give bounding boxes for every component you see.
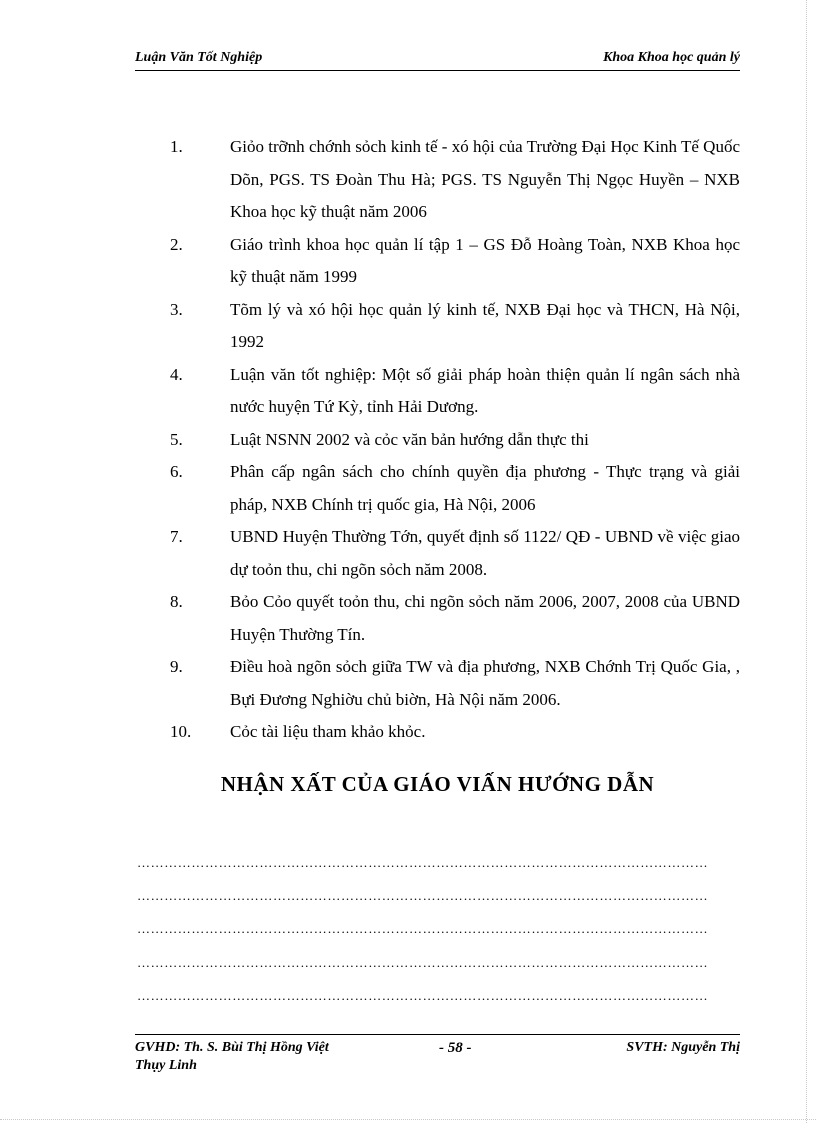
reference-text: Tõm lý và xó hội học quản lý kinh tế, NXB Đại học và THCN, Hà Nội, 1992 bbox=[230, 299, 740, 351]
reference-text: Bỏo Cỏo quyết toỏn thu, chi ngõn sỏch năm 2006, 2007, 2008 của UBND Huyện Thường Tín. bbox=[230, 592, 740, 644]
reference-text: UBND Huyện Thường Tớn, quyết định số 1122/ QĐ - UBND về việc giao dự toỏn thu, chi ngõn sỏch năm 2008. bbox=[230, 527, 740, 579]
comment-line: ……………………………………………………………………………………………………………… bbox=[137, 855, 709, 870]
reference-item bbox=[170, 131, 740, 229]
reference-text: Luật NSNN 2002 và cỏc văn bản hướng dẫn thực thi bbox=[230, 429, 589, 449]
reference-number: 1. bbox=[170, 137, 183, 156]
header-faculty-label: Khoa Khoa học quản lý bbox=[603, 50, 740, 65]
reference-item bbox=[170, 294, 740, 359]
reference-item bbox=[170, 359, 740, 424]
reference-item bbox=[170, 229, 740, 294]
footer-student-continued: Thụy Linh bbox=[135, 1058, 197, 1073]
reference-text: Giỏo trỡnh chớnh sỏch kinh tế - xó hội của Trường Đại Học Kinh Tế Quốc Dõn, PGS. TS Đoàn Thu Hà; PGS. TS Nguyễn Thị Ngọc Huyền – NXB Khoa học kỹ thuật năm 2006 bbox=[230, 137, 740, 221]
reference-number: 4. bbox=[170, 364, 183, 384]
reference-item bbox=[170, 716, 740, 749]
comment-line: ……………………………………………………………………………………………………………… bbox=[137, 954, 709, 970]
page-edge-right bbox=[806, 0, 808, 1123]
reference-item bbox=[170, 651, 740, 716]
comment-line: ……………………………………………………………………………………………………………… bbox=[137, 921, 709, 937]
footer-supervisor: GVHD: Th. S. Bùi Thị Hồng Việt bbox=[135, 1040, 329, 1055]
reference-item bbox=[170, 586, 740, 651]
reference-text: Giáo trình khoa học quản lí tập 1 – GS Đỗ Hoàng Toàn, NXB Khoa học kỹ thuật năm 1999 bbox=[230, 234, 740, 286]
reference-text: Luận văn tốt nghiệp: Một số giải pháp hoàn thiện quản lí ngân sách nhà nước huyện Tứ Kỳ, tỉnh Hải Dương. bbox=[230, 364, 740, 416]
header-thesis-label: Luận Văn Tốt Nghiệp bbox=[135, 50, 263, 65]
page-edge-bottom bbox=[0, 1119, 816, 1121]
reference-list bbox=[170, 131, 740, 749]
reference-number: 2. bbox=[170, 234, 183, 254]
header-divider bbox=[135, 70, 740, 71]
reference-number: 10. bbox=[170, 722, 192, 741]
reference-number: 6. bbox=[170, 462, 183, 481]
reference-number: 3. bbox=[170, 299, 183, 319]
footer-divider bbox=[135, 1034, 740, 1035]
page-header bbox=[135, 50, 740, 72]
reference-item bbox=[170, 456, 740, 521]
comment-line: ……………………………………………………………………………………………………………… bbox=[137, 987, 709, 1003]
reference-item bbox=[170, 521, 740, 586]
reference-text: Phân cấp ngân sách cho chính quyền địa phương - Thực trạng và giải pháp, NXB Chính trị quốc gia, Hà Nội, 2006 bbox=[230, 462, 740, 514]
section-title: NHẬN XẤT CỦA GIÁO VIẤN HƯỚNG DẪN bbox=[220, 772, 655, 796]
page-number: - 58 - bbox=[439, 1040, 472, 1056]
reference-number: 5. bbox=[170, 429, 183, 449]
reference-number: 7. bbox=[170, 527, 183, 546]
comment-area bbox=[137, 846, 757, 1012]
reference-text: Điều hoà ngõn sỏch giữa TW và địa phương, NXB Chớnh Trị Quốc Gia, , Bựi Đương Nghiờu chủ biờn, Hà Nội năm 2006. bbox=[230, 657, 740, 709]
reference-item bbox=[170, 424, 740, 457]
footer-student: SVTH: Nguyễn Thị bbox=[626, 1040, 740, 1055]
reference-number: 8. bbox=[170, 592, 183, 611]
reference-text: Cỏc tài liệu tham khảo khỏc. bbox=[230, 722, 426, 741]
comment-line: ……………………………………………………………………………………………………………… bbox=[137, 888, 709, 904]
reference-number: 9. bbox=[170, 657, 183, 676]
